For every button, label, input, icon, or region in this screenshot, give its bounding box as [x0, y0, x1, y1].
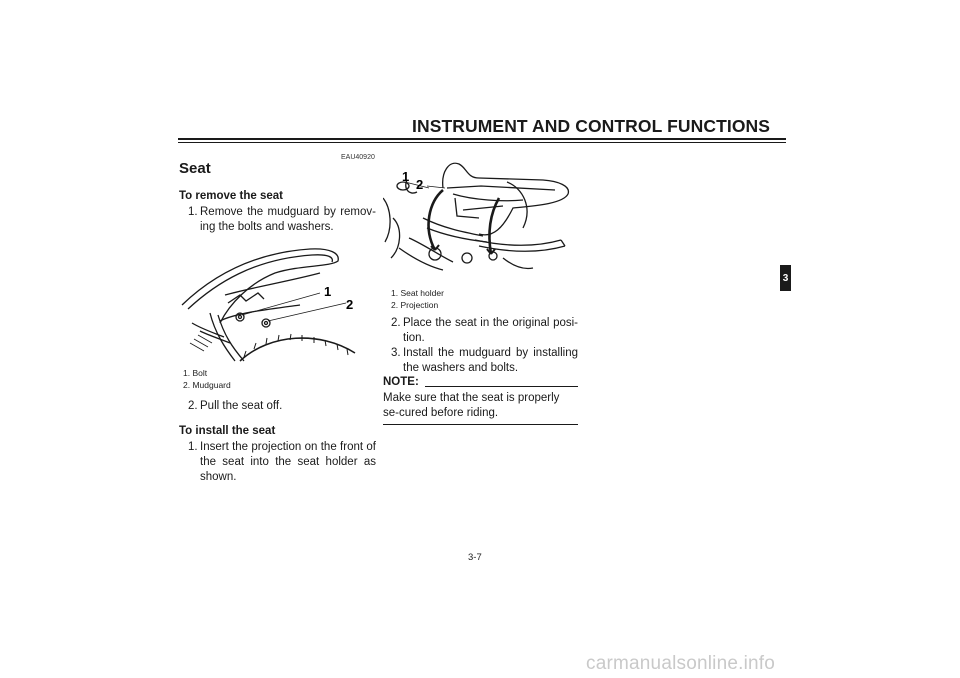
header-title: INSTRUMENT AND CONTROL FUNCTIONS [412, 116, 771, 136]
install-step-2 [391, 316, 578, 346]
note-rule-bottom [383, 424, 578, 425]
install-step-3 [391, 346, 578, 376]
caption-bolt: 1. Bolt [183, 368, 208, 378]
header-rule-thin [178, 142, 786, 143]
section-code: EAU40920 [341, 154, 375, 161]
step-number: 3. [391, 347, 401, 359]
figure-seat-holder-projection [383, 158, 578, 280]
install-step-1 [188, 440, 376, 485]
note-rule-top [425, 386, 578, 387]
figure-1-label-1: 1 [324, 284, 332, 299]
step-text: Place the seat in the original posi-tion. [403, 317, 578, 344]
step-number: 2. [391, 317, 401, 329]
step-text: Install the mudguard by installing the washers and bolts. [403, 347, 578, 374]
install-heading: To install the seat [179, 425, 276, 437]
remove-heading: To remove the seat [179, 190, 283, 202]
section-title: Seat [179, 160, 211, 177]
remove-step-1 [188, 205, 376, 235]
step-number: 1. [188, 206, 198, 218]
note-label: NOTE: [383, 376, 419, 388]
header-rule-thick [178, 138, 786, 140]
step-text: Insert the projection on the front of the seat into the seat holder as shown. [200, 441, 376, 483]
step-number: 1. [188, 441, 198, 453]
step-text: Pull the seat off. [200, 400, 283, 412]
chapter-tab: 3 [780, 265, 791, 291]
caption-mudguard: 2. Mudguard [183, 380, 231, 390]
caption-seat-holder: 1. Seat holder [391, 288, 444, 298]
step-number: 2. [188, 400, 198, 412]
figure-1-label-2: 2 [346, 297, 354, 312]
figure-1-captions [183, 367, 231, 391]
note-text: Make sure that the seat is properly se-cured before riding. [383, 392, 560, 419]
watermark: carmanualsonline.info [586, 653, 776, 674]
caption-projection: 2. Projection [391, 300, 439, 310]
step-text: Remove the mudguard by remov-ing the bolts and washers. [200, 206, 376, 233]
figure-2-label-2: 2 [416, 177, 424, 192]
page-number: 3-7 [468, 552, 482, 563]
figure-2-label-1: 1 [402, 169, 410, 184]
remove-step-2 [188, 399, 376, 414]
figure-2-captions [391, 287, 444, 311]
figure-bolt-mudguard [180, 243, 376, 363]
